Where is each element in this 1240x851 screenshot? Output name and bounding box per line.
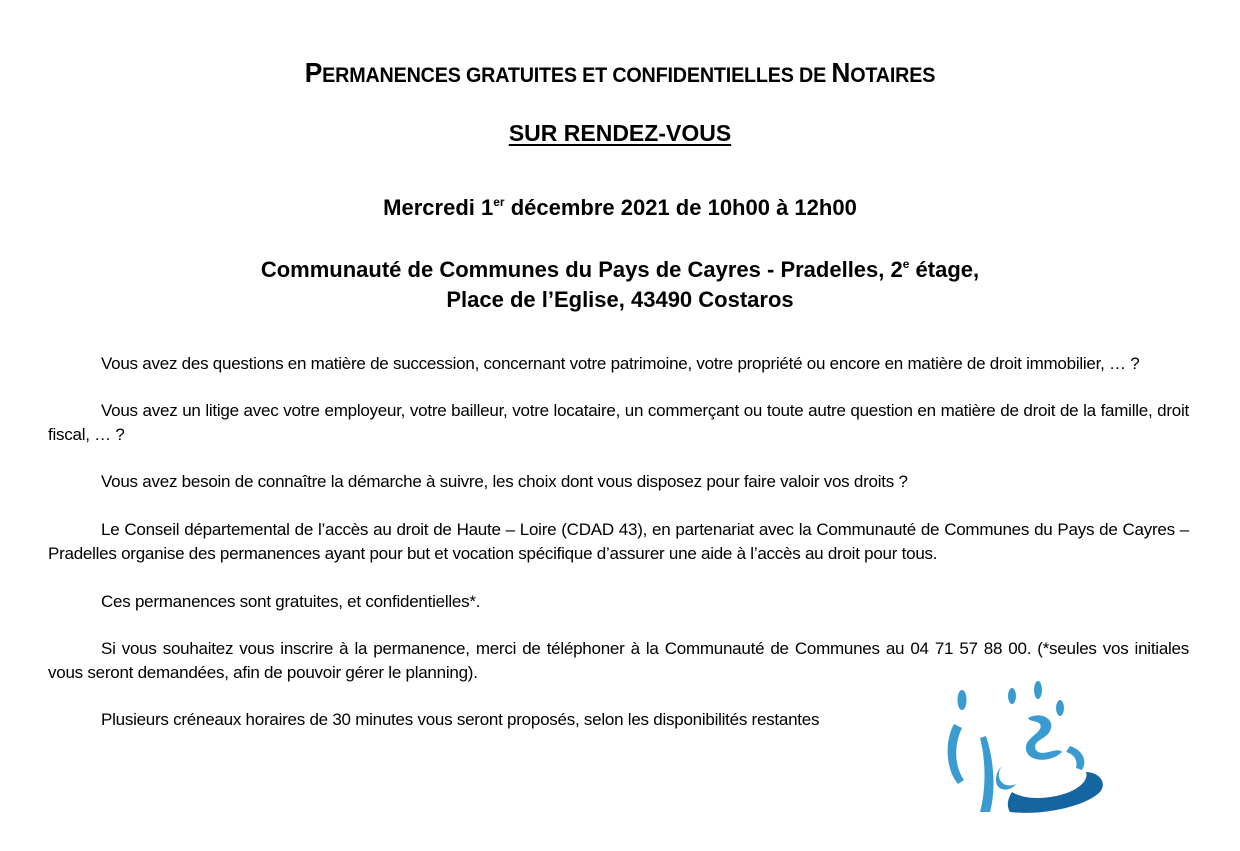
venue-line-1 bbox=[0, 255, 1240, 285]
cdad-logo-icon bbox=[940, 680, 1110, 820]
venue-line-1-prefix: Communauté de Communes du Pays de Cayres - Pradelles, 2 bbox=[260, 257, 903, 282]
subtitle-text: SUR RENDEZ-VOUS bbox=[508, 120, 732, 146]
date-suffix: décembre 2021 de 10h00 à 12h00 bbox=[504, 195, 857, 220]
logo-head-middle-1 bbox=[1008, 688, 1016, 704]
paragraph-gratuites: Ces permanences sont gratuites, et confidentielles*. bbox=[101, 592, 481, 611]
page-title bbox=[37, 56, 1203, 93]
date-prefix: Mercredi 1 bbox=[383, 195, 494, 220]
date-superscript: er bbox=[493, 195, 505, 209]
subtitle bbox=[0, 119, 1240, 147]
paragraph-inscription: Si vous souhaitez vous inscrire à la permanence, merci de téléphoner à la Communauté de Communes au 04 71 57 88 00. (*seules vos initiales vous seront demandées, afin de pouvoir gérer le planning). bbox=[48, 639, 1189, 682]
venue-superscript: e bbox=[902, 257, 910, 271]
event-date bbox=[0, 193, 1240, 223]
event-venue bbox=[0, 255, 1240, 315]
logo-swoosh bbox=[1008, 772, 1103, 813]
logo-body-middle bbox=[1026, 715, 1062, 759]
venue-line-2: Place de l’Eglise, 43490 Costaros bbox=[446, 287, 794, 312]
paragraph-litige: Vous avez un litige avec votre employeur, votre bailleur, votre locataire, un commerçant ou toute autre question en matière de droit de la famille, droit fiscal, … ? bbox=[48, 401, 1189, 444]
paragraph-demarche: Vous avez besoin de connaître la démarche à suivre, les choix dont vous disposez pour faire valoir vos droits ? bbox=[101, 472, 908, 491]
title-part-1: ERMANENCES GRATUITES ET CONFIDENTIELLES DE bbox=[322, 64, 832, 87]
paragraph-creneaux: Plusieurs créneaux horaires de 30 minutes vous seront proposés, selon les disponibilités restantes bbox=[101, 710, 820, 729]
logo-body-left bbox=[948, 724, 964, 784]
paragraph-succession: Vous avez des questions en matière de succession, concernant votre patrimoine, votre propriété ou encore en matière de droit immobilier, … ? bbox=[101, 354, 1140, 373]
logo-head-middle-3 bbox=[1056, 700, 1064, 716]
paragraph-conseil: Le Conseil départemental de l’accès au droit de Haute – Loire (CDAD 43), en partenariat avec la Communauté de Communes du Pays de Cayres – Pradelles organise des permanences ayant pour but et vocation spécifique d’assurer une aide à l’accès au droit pour tous. bbox=[48, 520, 1189, 563]
logo-curl-left bbox=[996, 766, 1016, 790]
logo-arm-right bbox=[1066, 746, 1084, 770]
logo-head-middle-2 bbox=[1034, 681, 1042, 699]
title-initial-p: P bbox=[304, 57, 323, 88]
title-initial-n: N bbox=[831, 57, 851, 88]
venue-line-1-suffix: étage, bbox=[909, 257, 980, 282]
title-part-2: OTAIRES bbox=[850, 64, 936, 87]
logo-leg-left bbox=[980, 736, 993, 812]
logo-head-left bbox=[958, 690, 967, 710]
